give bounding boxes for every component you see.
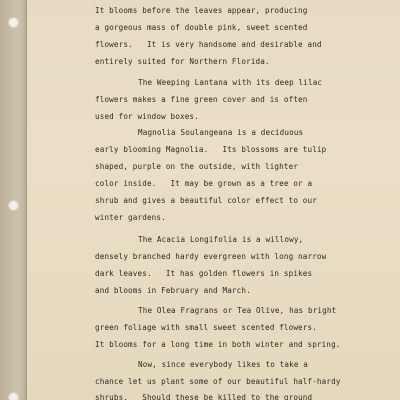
text-line: color inside. It may be grown as a tree or a xyxy=(95,179,313,188)
text-line: The Weeping Lantana with its deep lilac xyxy=(138,78,323,87)
text-line: green foliage with small sweet scented flowers. xyxy=(95,323,317,332)
text-line: flowers makes a fine green cover and is often xyxy=(95,95,308,104)
text-line: used for window boxes. xyxy=(95,112,199,121)
text-line: winter gardens. xyxy=(95,213,166,222)
text-line: a gorgeous mass of double pink, sweet scented xyxy=(95,23,308,32)
text-line: It blooms before the leaves appear, producing xyxy=(95,6,308,15)
text-line: dark leaves. It has golden flowers in spikes xyxy=(95,269,313,278)
text-line: shrubs. Should these be killed to the ground xyxy=(95,393,313,400)
text-line: The Acacia Longifolia is a willowy, xyxy=(138,235,304,244)
text-line: shrub and gives a beautiful color effect to our xyxy=(95,196,317,205)
text-line: Now, since everybody likes to take a xyxy=(138,360,308,369)
text-line: Magnolia Soulangeana is a deciduous xyxy=(138,128,304,137)
text-line: densely branched hardy evergreen with long narrow xyxy=(95,252,327,261)
text-line: The Olea Fragrans or Tea Olive, has bright xyxy=(138,306,337,315)
text-line: early blooming Magnolia. Its blossoms are tulip xyxy=(95,145,327,154)
text-line: It blooms for a long time in both winter and spring. xyxy=(95,340,341,349)
text-line: flowers. It is very handsome and desirable and xyxy=(95,40,322,49)
text-line: and blooms in February and March. xyxy=(95,286,251,295)
text-line: chance let us plant some of our beautiful half-hardy xyxy=(95,377,341,386)
text-line: shaped, purple on the outside, with lighter xyxy=(95,162,299,171)
text-line: entirely suited for Northern Florida. xyxy=(95,57,270,66)
